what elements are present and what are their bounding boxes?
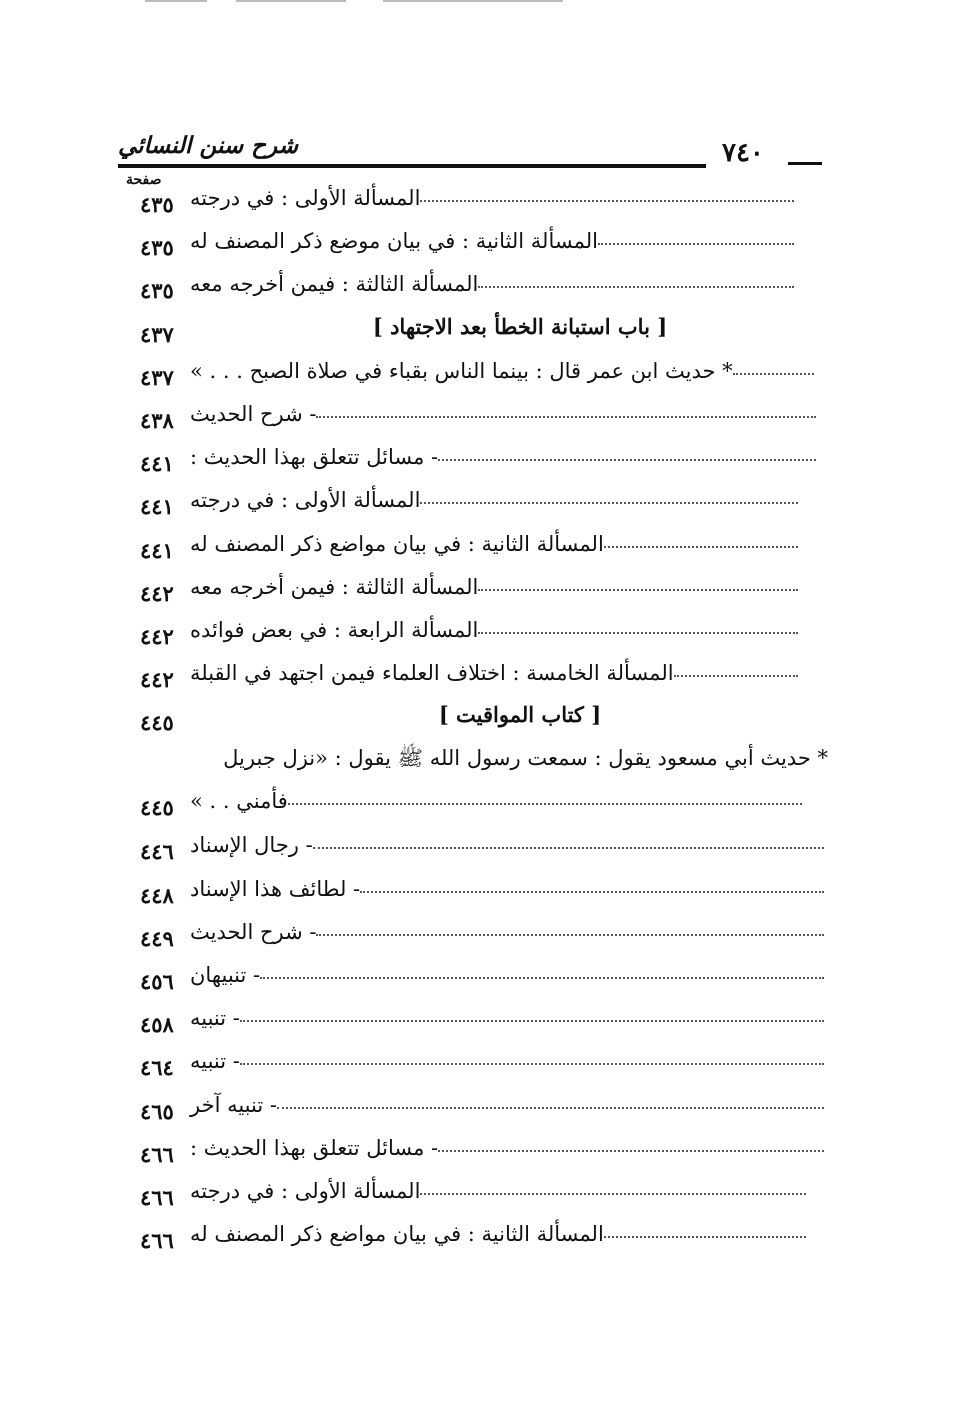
toc-entry bbox=[0, 916, 967, 959]
entry-page: ٤٤٢ bbox=[140, 580, 174, 606]
page-header bbox=[0, 128, 967, 188]
entry-text: - لطائف هذا الإسناد bbox=[190, 876, 361, 901]
toc-entry bbox=[0, 1089, 967, 1132]
entry-page: ٤٣٧ bbox=[140, 364, 174, 390]
entry-text: المسألة الأولى : في درجته bbox=[190, 1178, 421, 1203]
entry-text: - رجال الإسناد bbox=[190, 833, 313, 858]
entry-page: ٤٣٥ bbox=[140, 235, 174, 261]
entry-text-line2: فأمني . . » bbox=[190, 789, 288, 814]
dot-leader bbox=[316, 415, 816, 418]
entry-text: المسألة الثانية : في بيان مواضع ذكر المصنف له bbox=[190, 1222, 604, 1247]
entry-text: - تنبيه آخر bbox=[190, 1092, 277, 1117]
dot-leader bbox=[313, 846, 824, 849]
dot-leader bbox=[733, 372, 814, 375]
toc-entry bbox=[0, 1132, 967, 1175]
page-number: ٧٤٠ bbox=[722, 138, 764, 168]
section-heading: [ باب استبانة الخطأ بعد الاجتهاد ] bbox=[372, 313, 668, 339]
toc-entry bbox=[0, 355, 967, 398]
top-scan-line bbox=[236, 0, 346, 2]
entry-page: ٤٤٥ bbox=[140, 710, 174, 736]
entry-text: المسألة الثالثة : فيمن أخرجه معه bbox=[190, 272, 479, 297]
entry-page: ٤٤٢ bbox=[140, 623, 174, 649]
toc-entry bbox=[0, 398, 967, 441]
entry-text: المسألة الأولى : في درجته bbox=[190, 186, 421, 210]
dot-leader bbox=[478, 631, 798, 634]
entry-page: ٤٤٢ bbox=[140, 667, 174, 693]
entry-page: ٤٣٧ bbox=[140, 321, 174, 347]
dot-leader bbox=[420, 1192, 806, 1195]
entry-page: ٤٤١ bbox=[140, 451, 174, 477]
dot-leader bbox=[674, 674, 798, 677]
toc-entry bbox=[0, 268, 967, 311]
page-number-dash bbox=[788, 162, 822, 165]
entry-page: ٤٤٨ bbox=[140, 882, 174, 908]
entry-text: - مسائل تتعلق بهذا الحديث : bbox=[190, 445, 439, 470]
entry-page: ٤٤١ bbox=[140, 494, 174, 520]
table-of-contents bbox=[0, 182, 967, 1261]
entry-page: ٤٦٥ bbox=[140, 1098, 174, 1124]
toc-entry bbox=[0, 959, 967, 1002]
toc-entry bbox=[0, 312, 967, 355]
entry-text: - شرح الحديث bbox=[190, 919, 317, 944]
toc-entry bbox=[0, 528, 967, 571]
dot-leader bbox=[240, 1062, 824, 1065]
entry-text: * حديث ابن عمر قال : بينما الناس بقباء في صلاة الصبح . . . » bbox=[190, 358, 733, 383]
entry-text: المسألة الرابعة : في بعض فوائده bbox=[190, 617, 479, 642]
dot-leader bbox=[598, 242, 794, 245]
section-heading: [ كتاب المواقيت ] bbox=[438, 702, 602, 728]
entry-text: المسألة الثانية : في بيان موضع ذكر المصنف له bbox=[190, 229, 598, 254]
entry-text: المسألة الخامسة : اختلاف العلماء فيمن اجتهد في القبلة bbox=[190, 661, 674, 686]
toc-entry bbox=[0, 571, 967, 614]
entry-page: ٤٤١ bbox=[140, 537, 174, 563]
toc-entry bbox=[0, 1218, 967, 1261]
toc-entry bbox=[0, 484, 967, 527]
entry-page: ٤٤٦ bbox=[140, 839, 174, 865]
dot-leader bbox=[438, 458, 816, 461]
dot-leader bbox=[438, 1149, 824, 1152]
entry-page: ٤٤٩ bbox=[140, 925, 174, 951]
toc-entry bbox=[0, 829, 967, 872]
dot-leader bbox=[316, 933, 824, 936]
toc-entry bbox=[0, 657, 967, 700]
toc-entry bbox=[0, 700, 967, 743]
dot-leader bbox=[420, 199, 794, 202]
entry-text-line1: * حديث أبي مسعود يقول : سمعت رسول الله ﷺ يقول : «نزل جبريل bbox=[223, 746, 828, 771]
entry-text: المسألة الثالثة : فيمن أخرجه معه bbox=[190, 574, 479, 599]
toc-entry bbox=[0, 182, 967, 225]
entry-text: - مسائل تتعلق بهذا الحديث : bbox=[190, 1135, 439, 1160]
entry-page: ٤٤٥ bbox=[140, 795, 174, 821]
book-title: شرح سنن النسائي bbox=[118, 132, 298, 159]
entry-page: ٤٣٨ bbox=[140, 407, 174, 433]
dot-leader bbox=[288, 802, 802, 805]
dot-leader bbox=[420, 501, 798, 504]
dot-leader bbox=[260, 976, 824, 979]
top-scan-line bbox=[383, 0, 563, 2]
toc-entry bbox=[0, 614, 967, 657]
entry-page: ٤٣٥ bbox=[140, 278, 174, 304]
dot-leader bbox=[360, 890, 824, 893]
entry-text: المسألة الأولى : في درجته bbox=[190, 488, 421, 513]
toc-entry bbox=[0, 743, 967, 829]
toc-entry bbox=[0, 1045, 967, 1088]
entry-page: ٤٣٥ bbox=[140, 192, 174, 217]
entry-text: المسألة الثانية : في بيان مواضع ذكر المصنف له bbox=[190, 531, 604, 556]
dot-leader bbox=[604, 1235, 806, 1238]
toc-entry bbox=[0, 1175, 967, 1218]
entry-page: ٤٦٦ bbox=[140, 1141, 174, 1167]
toc-entry bbox=[0, 1002, 967, 1045]
entry-page: ٤٦٦ bbox=[140, 1184, 174, 1210]
top-scan-line bbox=[145, 0, 207, 2]
entry-text: - تنبيهان bbox=[190, 963, 261, 987]
toc-entry bbox=[0, 225, 967, 268]
toc-entry bbox=[0, 441, 967, 484]
entry-text: - شرح الحديث bbox=[190, 401, 317, 426]
entry-page: ٤٥٦ bbox=[140, 969, 174, 994]
dot-leader bbox=[478, 285, 794, 288]
page-column-label: صفحة bbox=[126, 172, 162, 188]
entry-page: ٤٥٨ bbox=[140, 1012, 174, 1038]
dot-leader bbox=[604, 545, 798, 548]
entry-page: ٤٦٤ bbox=[140, 1055, 174, 1081]
header-rule bbox=[118, 164, 706, 168]
entry-text: - تنبيه bbox=[190, 1006, 240, 1031]
dot-leader bbox=[277, 1106, 824, 1109]
toc-entry bbox=[0, 873, 967, 916]
dot-leader bbox=[478, 588, 798, 591]
entry-page: ٤٦٦ bbox=[140, 1228, 174, 1254]
entry-text: - تنبيه bbox=[190, 1049, 240, 1074]
dot-leader bbox=[240, 1019, 824, 1022]
